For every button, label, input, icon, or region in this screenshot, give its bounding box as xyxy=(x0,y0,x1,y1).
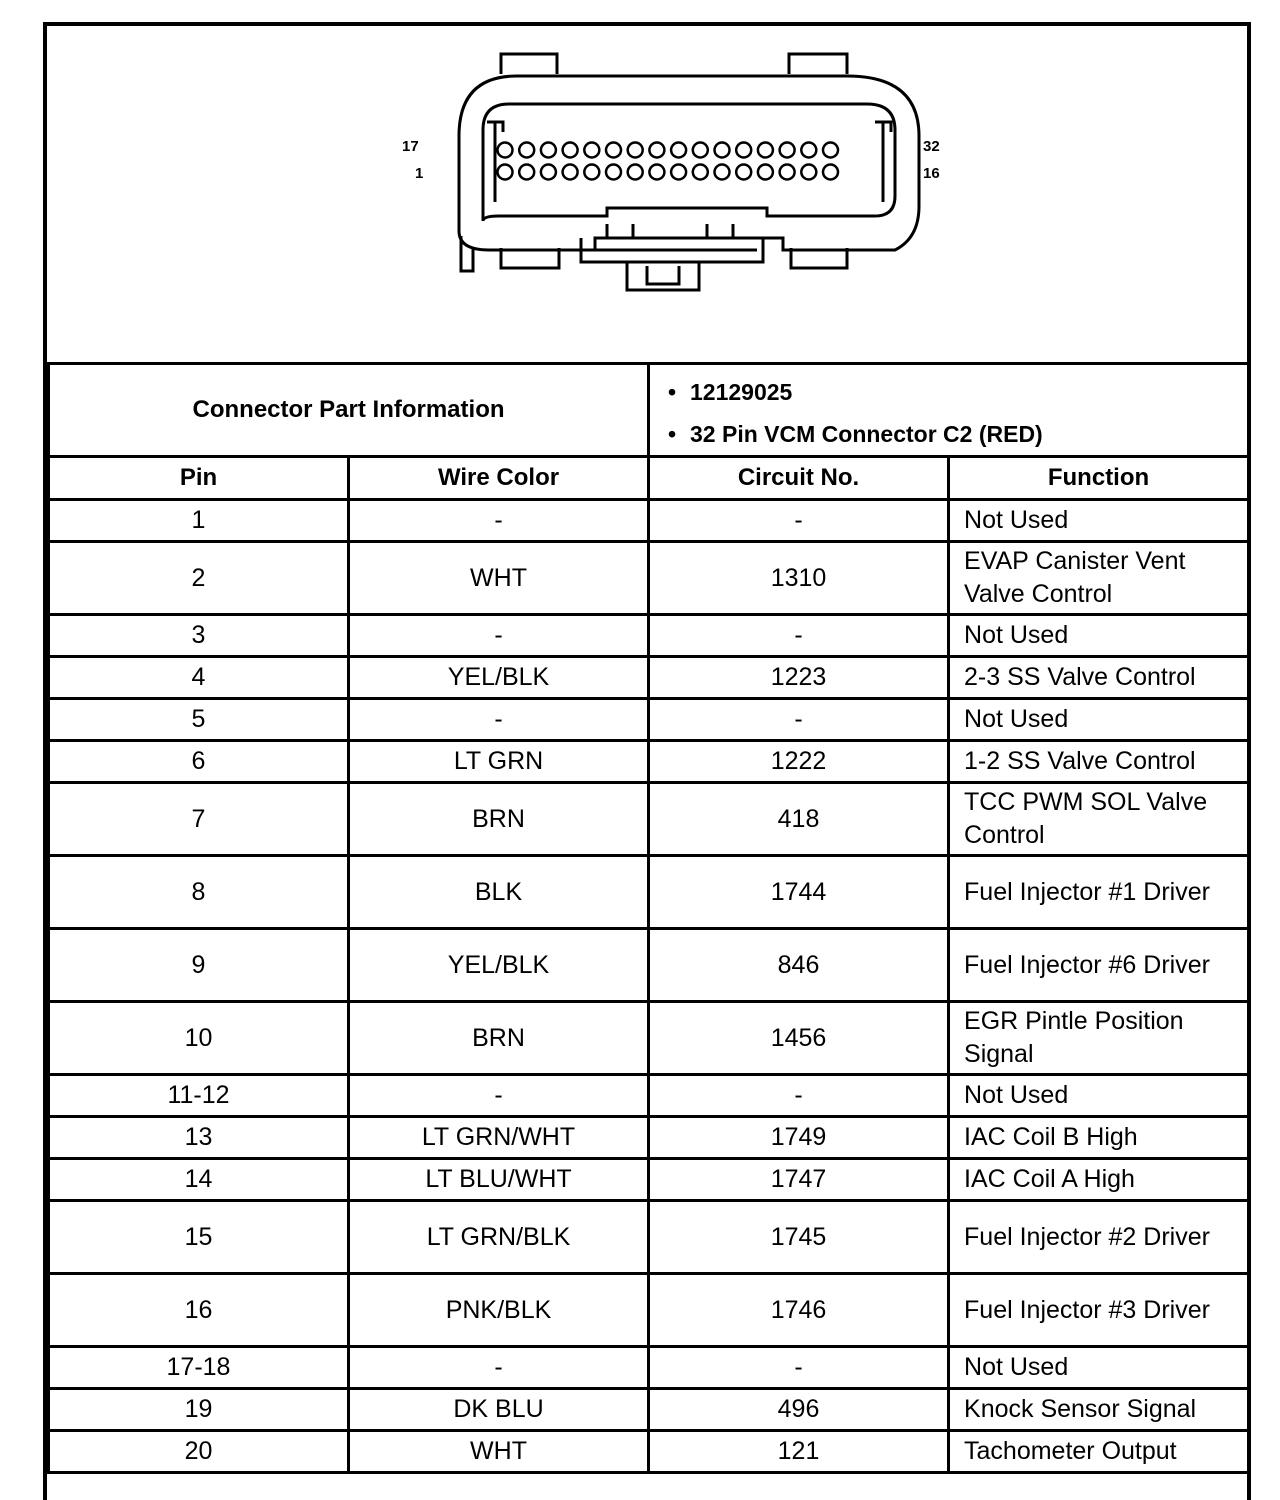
wire-color-cell: LT GRN xyxy=(349,741,649,783)
connector-drawing xyxy=(47,26,1247,362)
connector-pin xyxy=(628,165,643,180)
function-cell: EVAP Canister Vent Valve Control xyxy=(949,542,1249,615)
function-cell: Not Used xyxy=(949,615,1249,657)
wire-color-cell: - xyxy=(349,699,649,741)
circuit-cell: 1747 xyxy=(649,1159,949,1201)
table-row xyxy=(49,856,1249,929)
function-cell: Fuel Injector #6 Driver xyxy=(949,929,1249,1002)
wire-color-cell: YEL/BLK xyxy=(349,657,649,699)
pin-cell: 6 xyxy=(49,741,349,783)
circuit-cell: 1744 xyxy=(649,856,949,929)
connector-pin xyxy=(801,165,816,180)
column-header-wire-color: Wire Color xyxy=(349,457,649,500)
pin-cell: 7 xyxy=(49,783,349,856)
circuit-cell: 1749 xyxy=(649,1117,949,1159)
connector-info-item: • 12129025 xyxy=(668,379,793,405)
connector-table xyxy=(47,362,1250,1474)
function-cell: TCC PWM SOL Valve Control xyxy=(949,783,1249,856)
table-row xyxy=(49,615,1249,657)
wire-color-cell: YEL/BLK xyxy=(349,929,649,1002)
wire-color-cell: LT GRN/BLK xyxy=(349,1201,649,1274)
connector-pin xyxy=(498,165,513,180)
wire-color-cell: - xyxy=(349,1347,649,1389)
wire-color-cell: PNK/BLK xyxy=(349,1274,649,1347)
pin-label-1: 1 xyxy=(415,165,424,182)
connector-pin xyxy=(715,165,730,180)
pin-label-32: 32 xyxy=(923,138,940,155)
connector-info-label: Connector Part Information xyxy=(49,364,649,457)
pin-cell: 4 xyxy=(49,657,349,699)
pin-cell: 15 xyxy=(49,1201,349,1274)
pin-cell: 2 xyxy=(49,542,349,615)
function-cell: Not Used xyxy=(949,699,1249,741)
table-row xyxy=(49,929,1249,1002)
column-header-function: Function xyxy=(949,457,1249,500)
connector-info-row xyxy=(49,364,1249,457)
pin-label-17: 17 xyxy=(402,138,419,155)
circuit-cell: 418 xyxy=(649,783,949,856)
wire-color-cell: DK BLU xyxy=(349,1389,649,1431)
wire-color-cell: BRN xyxy=(349,783,649,856)
connector-pin xyxy=(584,165,599,180)
table-row xyxy=(49,657,1249,699)
pin-cell: 19 xyxy=(49,1389,349,1431)
wire-color-cell: WHT xyxy=(349,542,649,615)
function-cell: Not Used xyxy=(949,1347,1249,1389)
table-row xyxy=(49,1159,1249,1201)
connector-pin xyxy=(801,143,816,158)
circuit-cell: 121 xyxy=(649,1431,949,1473)
function-cell: IAC Coil B High xyxy=(949,1117,1249,1159)
function-cell: EGR Pintle Position Signal xyxy=(949,1002,1249,1075)
connector-pin xyxy=(823,165,838,180)
wire-color-cell: LT GRN/WHT xyxy=(349,1117,649,1159)
table-row xyxy=(49,699,1249,741)
circuit-cell: - xyxy=(649,1075,949,1117)
connector-pin xyxy=(780,165,795,180)
connector-pin xyxy=(606,143,621,158)
pin-cell: 3 xyxy=(49,615,349,657)
pin-cell: 8 xyxy=(49,856,349,929)
table-row xyxy=(49,500,1249,542)
function-cell: Fuel Injector #2 Driver xyxy=(949,1201,1249,1274)
table-row xyxy=(49,1347,1249,1389)
circuit-cell: - xyxy=(649,500,949,542)
pin-label-16: 16 xyxy=(923,165,940,182)
pin-cell: 17-18 xyxy=(49,1347,349,1389)
pin-cell: 20 xyxy=(49,1431,349,1473)
pin-cell: 5 xyxy=(49,699,349,741)
header-row xyxy=(49,457,1249,500)
table-row xyxy=(49,1274,1249,1347)
circuit-cell: 1310 xyxy=(649,542,949,615)
connector-pin xyxy=(628,143,643,158)
connector-pin xyxy=(758,165,773,180)
column-header-pin: Pin xyxy=(49,457,349,500)
circuit-cell: - xyxy=(649,699,949,741)
connector-pin xyxy=(736,143,751,158)
connector-pin xyxy=(693,143,708,158)
function-cell: Not Used xyxy=(949,500,1249,542)
connector-pin xyxy=(823,143,838,158)
connector-pin xyxy=(606,165,621,180)
circuit-cell: 1222 xyxy=(649,741,949,783)
wire-color-cell: - xyxy=(349,1075,649,1117)
table-row xyxy=(49,783,1249,856)
function-cell: Fuel Injector #3 Driver xyxy=(949,1274,1249,1347)
connector-pin xyxy=(780,143,795,158)
connector-pin xyxy=(671,143,686,158)
table-row xyxy=(49,1117,1249,1159)
connector-pin xyxy=(541,143,556,158)
function-cell: Not Used xyxy=(949,1075,1249,1117)
connector-pin xyxy=(519,165,534,180)
circuit-cell: 846 xyxy=(649,929,949,1002)
pin-cell: 13 xyxy=(49,1117,349,1159)
wire-color-cell: LT BLU/WHT xyxy=(349,1159,649,1201)
connector-info-list xyxy=(649,364,1249,457)
circuit-cell: 1746 xyxy=(649,1274,949,1347)
circuit-cell: - xyxy=(649,615,949,657)
pin-cell: 9 xyxy=(49,929,349,1002)
pin-cell: 14 xyxy=(49,1159,349,1201)
table-row xyxy=(49,1389,1249,1431)
circuit-cell: - xyxy=(649,1347,949,1389)
connector-pin xyxy=(758,143,773,158)
table-row xyxy=(49,741,1249,783)
column-header-circuit: Circuit No. xyxy=(649,457,949,500)
pin-cell: 10 xyxy=(49,1002,349,1075)
connector-pin xyxy=(563,143,578,158)
pin-cell: 11-12 xyxy=(49,1075,349,1117)
connector-pin xyxy=(541,165,556,180)
circuit-cell: 1456 xyxy=(649,1002,949,1075)
wire-color-cell: WHT xyxy=(349,1431,649,1473)
connector-pin xyxy=(519,143,534,158)
circuit-cell: 1745 xyxy=(649,1201,949,1274)
connector-info-item: • 32 Pin VCM Connector C2 (RED) xyxy=(668,421,1043,447)
table-row xyxy=(49,542,1249,615)
connector-pin xyxy=(715,143,730,158)
connector-pin xyxy=(671,165,686,180)
pin-cell: 1 xyxy=(49,500,349,542)
connector-pin xyxy=(693,165,708,180)
connector-pin xyxy=(736,165,751,180)
function-cell: 2-3 SS Valve Control xyxy=(949,657,1249,699)
pin-cell: 16 xyxy=(49,1274,349,1347)
wire-color-cell: BRN xyxy=(349,1002,649,1075)
wire-color-cell: - xyxy=(349,615,649,657)
wire-color-cell: - xyxy=(349,500,649,542)
circuit-cell: 496 xyxy=(649,1389,949,1431)
function-cell: 1-2 SS Valve Control xyxy=(949,741,1249,783)
connector-pin xyxy=(649,143,664,158)
function-cell: Knock Sensor Signal xyxy=(949,1389,1249,1431)
table-row xyxy=(49,1201,1249,1274)
function-cell: Fuel Injector #1 Driver xyxy=(949,856,1249,929)
table-row xyxy=(49,1002,1249,1075)
wire-color-cell: BLK xyxy=(349,856,649,929)
connector-diagram xyxy=(47,26,1247,362)
table-row xyxy=(49,1431,1249,1473)
connector-pin xyxy=(498,143,513,158)
table-row xyxy=(49,1075,1249,1117)
function-cell: Tachometer Output xyxy=(949,1431,1249,1473)
connector-pin xyxy=(563,165,578,180)
connector-pin xyxy=(649,165,664,180)
connector-pin xyxy=(584,143,599,158)
function-cell: IAC Coil A High xyxy=(949,1159,1249,1201)
circuit-cell: 1223 xyxy=(649,657,949,699)
